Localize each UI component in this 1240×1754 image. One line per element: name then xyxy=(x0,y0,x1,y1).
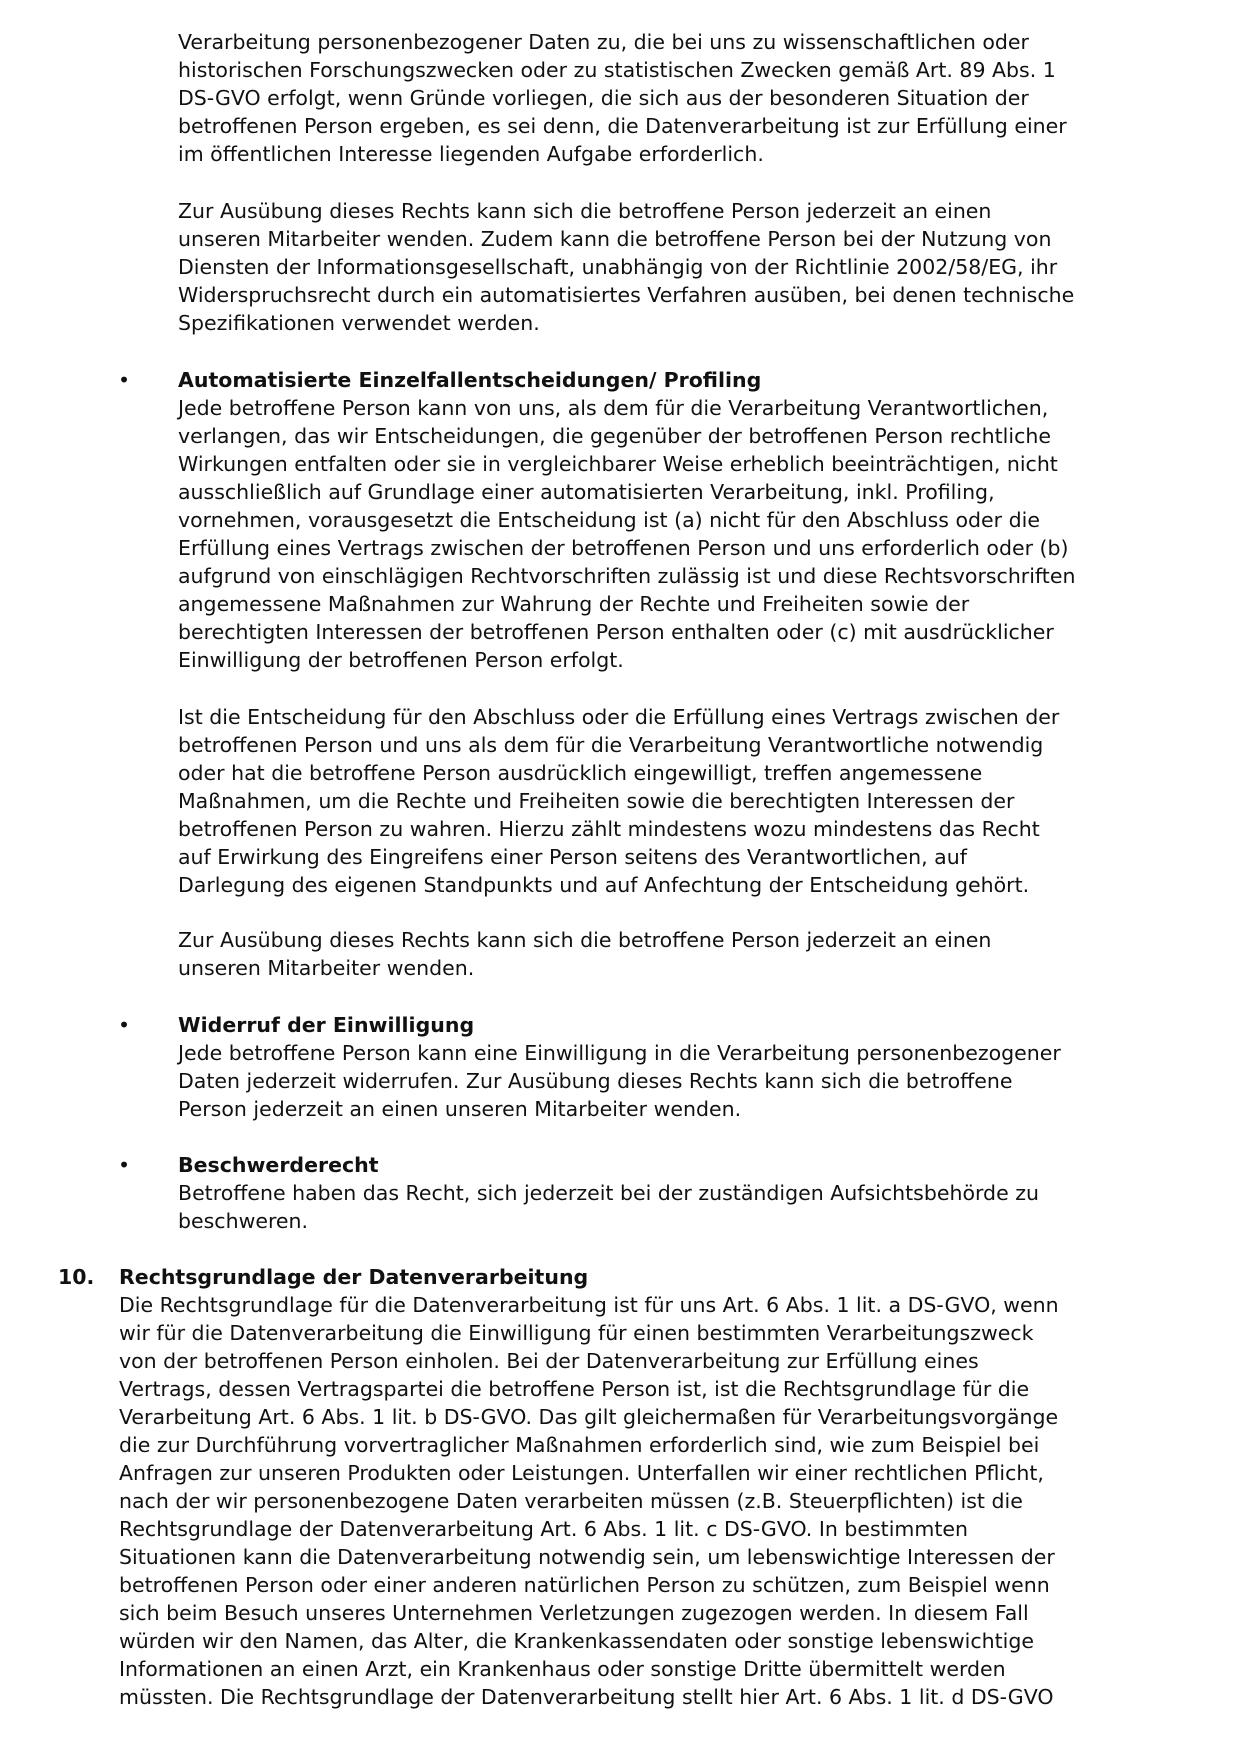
section-heading: Rechtsgrundlage der Datenverarbeitung xyxy=(119,1265,589,1289)
bullet-marker: • xyxy=(118,1153,131,1177)
profiling-paragraph-1: Jede betroffene Person kann von uns, als dem für die Verarbeitung Verantwortlichen, verlangen, das wir Entscheidungen, die gegenüber der betroffenen Person rechtliche Wirkungen entfalten oder sie in vergleichbarer Weise erheblich beeinträchtigen, nicht ausschließlich auf Grundlage einer automatisierten Verarbeitung, inkl. Profiling, vornehmen, vorausgesetzt die Entscheidung ist (a) nicht für den Abschluss oder die Erfüllung eines Vertrags zwischen der betroffenen Person und uns erforderlich oder (b) aufgrund von einschlägigen Rechtvorschriften zulässig ist und diese Rechtsvorschriften angemessene Maßnahmen zur Wahrung der Rechte und Freiheiten sowie der berechtigten Interessen der betroffenen Person enthalten oder (c) mit ausdrücklicher Einwilligung der betroffenen Person erfolgt. xyxy=(178,396,1076,672)
beschwerde-paragraph: Betroffene haben das Recht, sich jederzeit bei der zuständigen Aufsichtsbehörde zu beschweren. xyxy=(178,1181,1039,1233)
intro-paragraph-2: Zur Ausübung dieses Rechts kann sich die betroffene Person jederzeit an einen unseren Mitarbeiter wenden. Zudem kann die betroffene Person bei der Nutzung von Diensten der Informationsgesellschaft, unabhängig von der Richtlinie 2002/58/EG, ihr Widerspruchsrecht durch ein automatisiertes Verfahren ausüben, bei denen technische Spezifikationen verwendet werden. xyxy=(178,199,1075,335)
bullet-heading-profiling: Automatisierte Einzelfallentscheidungen/ Profiling xyxy=(178,368,762,392)
bullet-heading-widerruf: Widerruf der Einwilligung xyxy=(178,1013,475,1037)
section-body: Die Rechtsgrundlage für die Datenverarbeitung ist für uns Art. 6 Abs. 1 lit. a DS-GVO, wenn wir für die Datenverarbeitung die Einwilligung für einen bestimmten Verarbeitungszweck von der betroffenen Person einholen. Bei der Datenverarbeitung zur Erfüllung eines Vertrags, dessen Vertragspartei die betroffene Person ist, ist die Rechtsgrundlage für die Verarbeitung Art. 6 Abs. 1 lit. b DS-GVO. Das gilt gleichermaßen für Verarbeitungsvorgänge die zur Durchführung vorvertraglicher Maßnahmen erforderlich sind, wie zum Beispiel bei Anfragen zur unseren Produkten oder Leistungen. Unterfallen wir einer rechtlichen Pflicht, nach der wir personenbezogene Daten verarbeiten müssen (z.B. Steuerpflichten) ist die Rechtsgrundlage der Datenverarbeitung Art. 6 Abs. 1 lit. c DS-GVO. In bestimmten Situationen kann die Datenverarbeitung notwendig sein, um lebenswichtige Interessen der betroffenen Person oder einer anderen natürlichen Person zu schützen, zum Beispiel wenn sich beim Besuch unseres Unternehmen Verletzungen zugezogen werden. In diesem Fall würden wir den Namen, das Alter, die Krankenkassendaten oder sonstige lebenswichtige Informationen an einen Arzt, ein Krankenhaus oder sonstige Dritte übermittelt werden müssten. Die Rechtsgrundlage der Datenverarbeitung stellt hier Art. 6 Abs. 1 lit. d DS-GVO xyxy=(119,1293,1059,1709)
intro-paragraph-1: Verarbeitung personenbezogener Daten zu, die bei uns zu wissenschaftlichen oder historischen Forschungszwecken oder zu statistischen Zwecken gemäß Art. 89 Abs. 1 DS-GVO erfolgt, wenn Gründe vorliegen, die sich aus der besonderen Situation der betroffenen Person ergeben, es sei denn, die Datenverarbeitung ist zur Erfüllung einer im öffentlichen Interesse liegenden Aufgabe erforderlich. xyxy=(178,30,1067,166)
profiling-paragraph-2: Ist die Entscheidung für den Abschluss oder die Erfüllung eines Vertrags zwischen der betroffenen Person und uns als dem für die Verarbeitung Verantwortliche notwendig oder hat die betroffene Person ausdrücklich eingewilligt, treffen angemessene Maßnahmen, um die Rechte und Freiheiten sowie die berechtigten Interessen der betroffenen Person zu wahren. Hierzu zählt mindestens wozu mindestens das Recht auf Erwirkung des Eingreifens einer Person seitens des Verantwortlichen, auf Darlegung des eigenen Standpunkts und auf Anfechtung der Entscheidung gehört. xyxy=(178,705,1060,897)
widerruf-paragraph: Jede betroffene Person kann eine Einwilligung in die Verarbeitung personenbezogener Daten jederzeit widerrufen. Zur Ausübung dieses Rechts kann sich die betroffene Person jederzeit an einen unseren Mitarbeiter wenden. xyxy=(178,1041,1061,1121)
bullet-heading-beschwerde: Beschwerderecht xyxy=(178,1153,379,1177)
bullet-marker: • xyxy=(118,368,131,392)
profiling-paragraph-3: Zur Ausübung dieses Rechts kann sich die betroffene Person jederzeit an einen unseren Mitarbeiter wenden. xyxy=(178,928,992,980)
bullet-marker: • xyxy=(118,1013,131,1037)
section-number: 10. xyxy=(58,1265,95,1289)
